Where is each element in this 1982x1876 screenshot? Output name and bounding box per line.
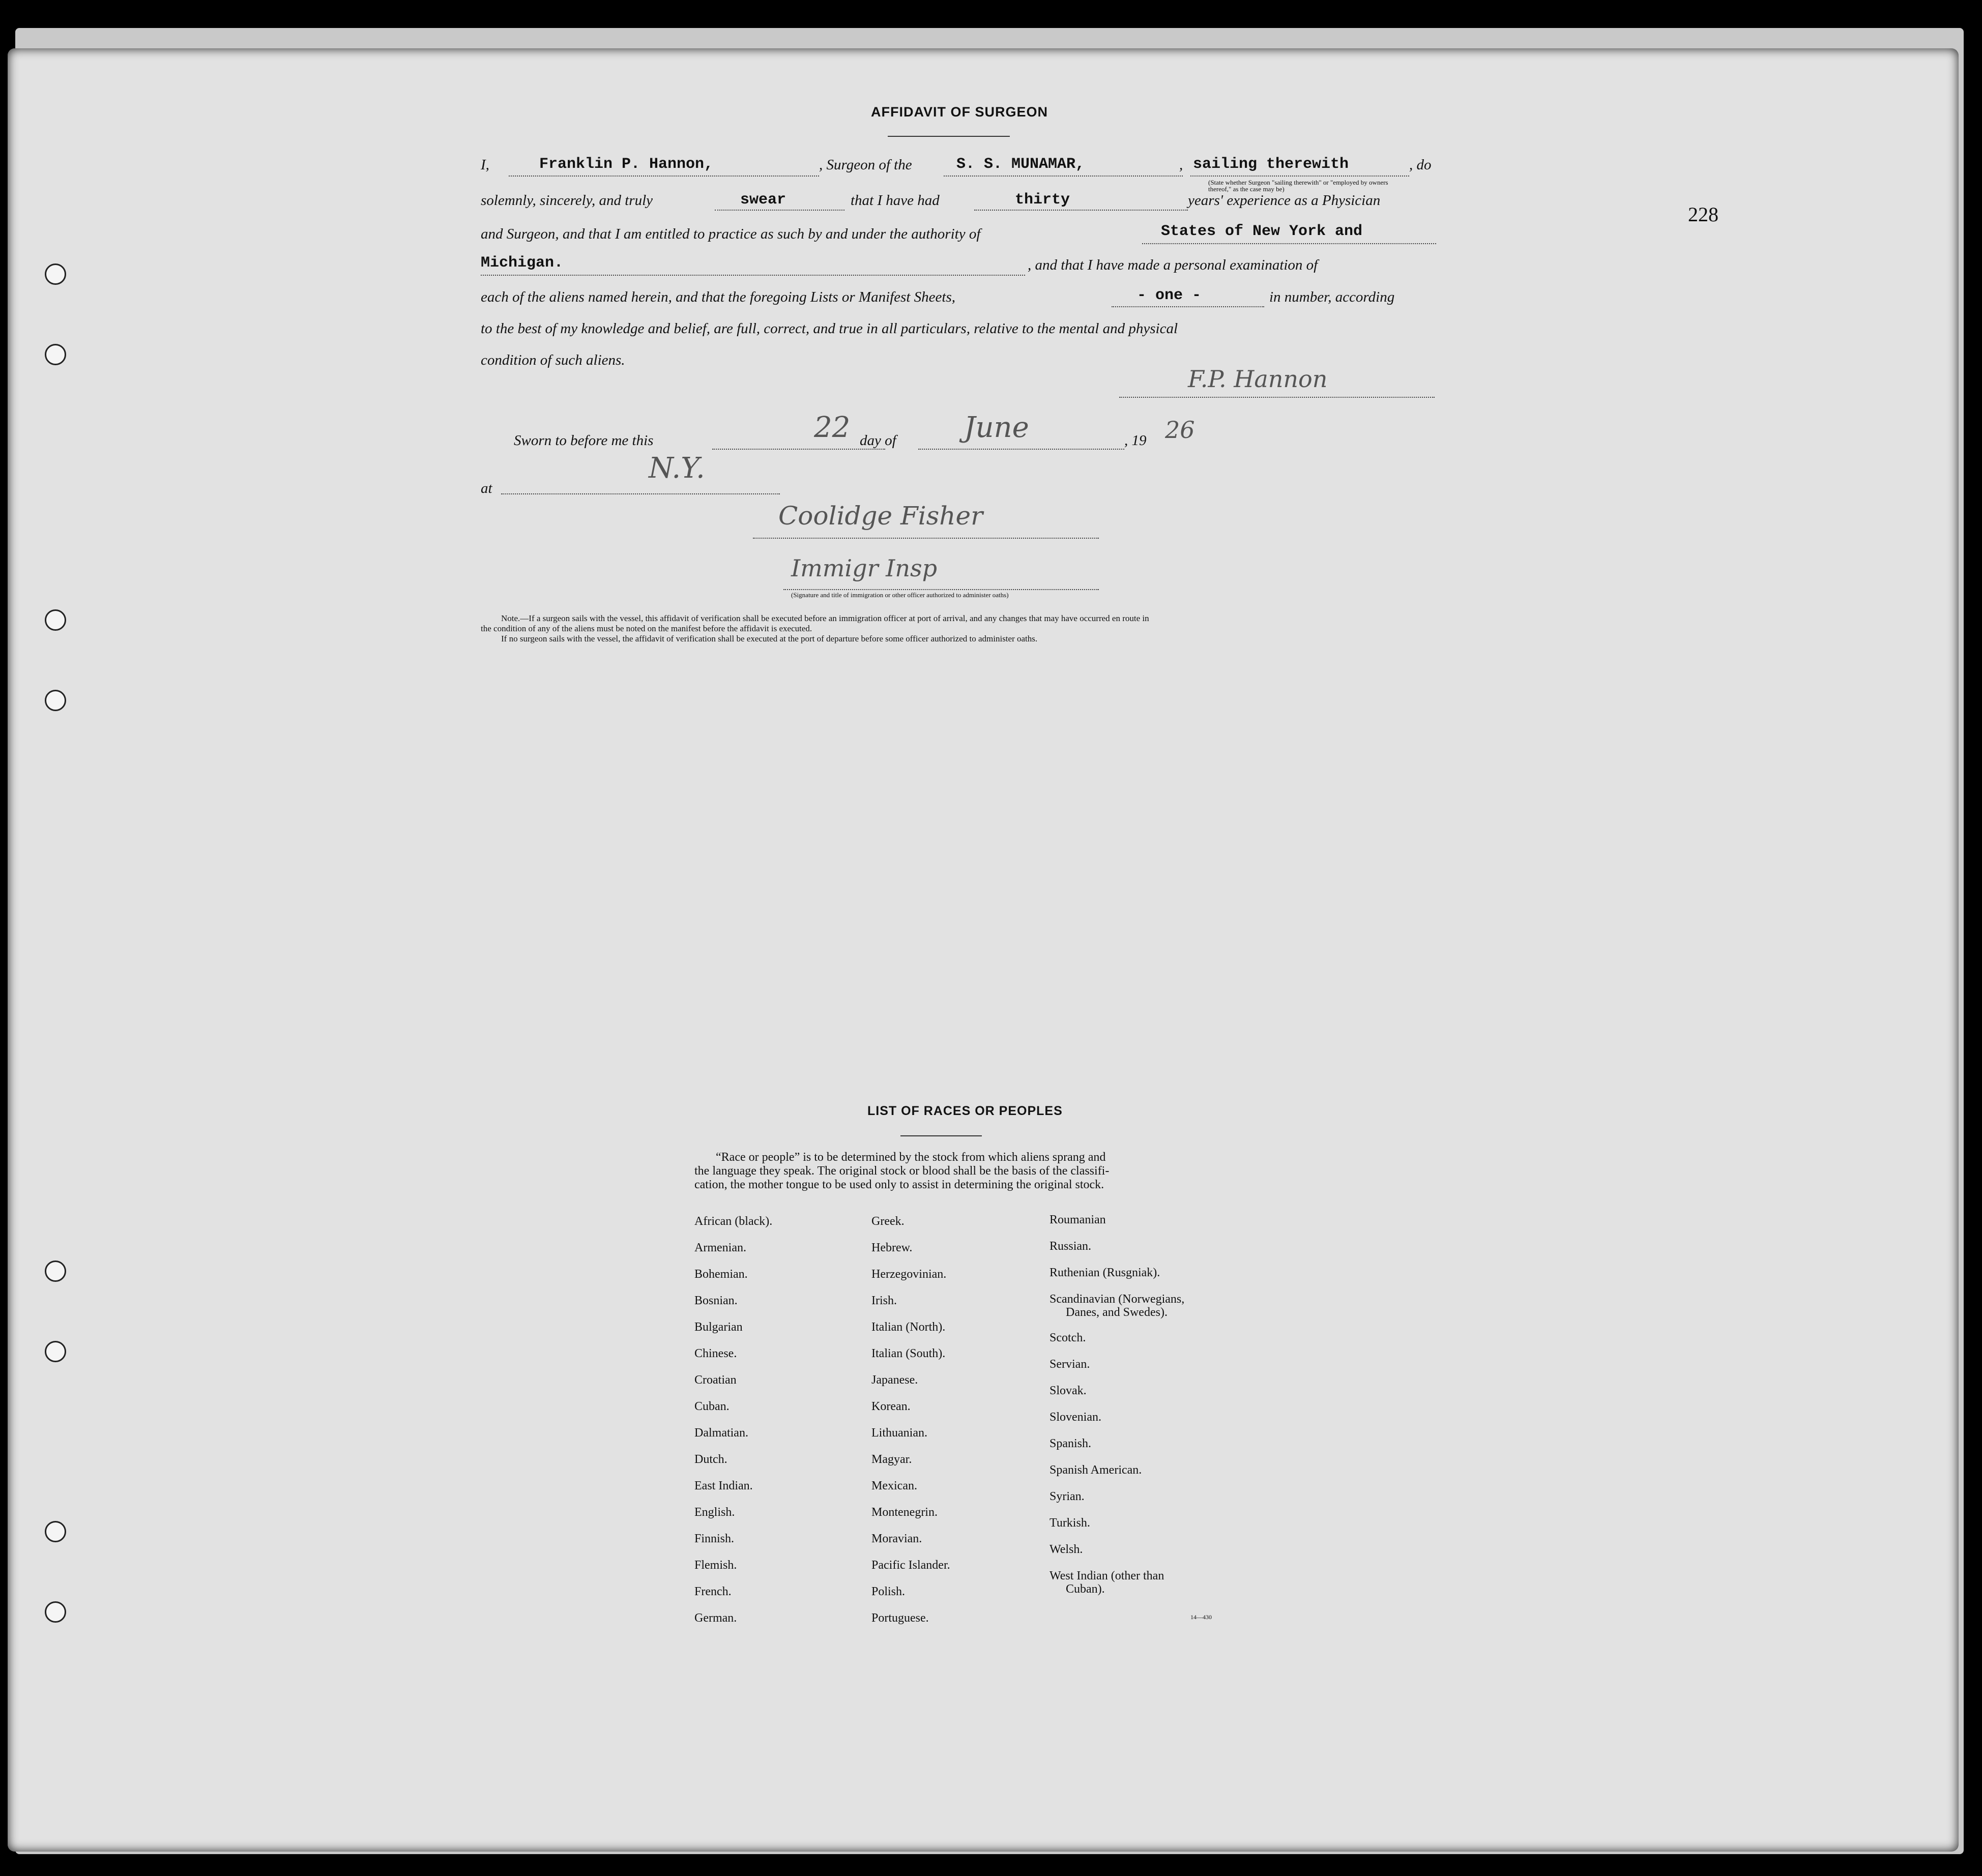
officer-caption: (Signature and title of immigration or other officer authorized to administer oaths) bbox=[791, 591, 1009, 599]
surgeon-name-line bbox=[509, 175, 819, 177]
punch-hole bbox=[45, 344, 66, 365]
officer-title: Immigr Insp bbox=[791, 554, 938, 582]
text-and-surgeon: and Surgeon, and that I am entitled to practice as such by and under the authority of bbox=[481, 226, 981, 242]
authority-line-1 bbox=[1142, 243, 1436, 244]
race-item: Turkish. bbox=[1050, 1516, 1090, 1530]
race-item: Bohemian. bbox=[694, 1268, 748, 1281]
title-underline bbox=[888, 136, 1010, 137]
race-item: Dalmatian. bbox=[694, 1426, 748, 1440]
authority-line-2 bbox=[481, 275, 1025, 276]
race-item: Italian (South). bbox=[871, 1347, 946, 1360]
race-item: Slovak. bbox=[1050, 1384, 1087, 1397]
race-item: Servian. bbox=[1050, 1358, 1090, 1371]
sworn-day: 22 bbox=[814, 411, 851, 444]
race-item: Spanish. bbox=[1050, 1437, 1092, 1450]
note-line-3: If no surgeon sails with the vessel, the affidavit of verification shall be executed at the port of departure before some officer authorized to administer oaths. bbox=[501, 634, 1038, 643]
race-item: Mexican. bbox=[871, 1479, 917, 1492]
text-do: , do bbox=[1409, 157, 1432, 173]
vessel-line bbox=[944, 175, 1183, 177]
race-item: African (black). bbox=[694, 1215, 773, 1228]
race-item: Syrian. bbox=[1050, 1490, 1085, 1503]
race-item: Moravian. bbox=[871, 1532, 922, 1545]
race-item: Polish. bbox=[871, 1585, 906, 1598]
race-item: Russian. bbox=[1050, 1240, 1092, 1253]
sheet-count-line bbox=[1112, 306, 1264, 307]
race-item: Spanish American. bbox=[1050, 1463, 1142, 1477]
race-item: Slovenian. bbox=[1050, 1411, 1101, 1424]
sheet-count: - one - bbox=[1137, 287, 1202, 304]
officer-line-1 bbox=[753, 538, 1099, 539]
authority-1: States of New York and bbox=[1161, 223, 1363, 240]
oath-type: swear bbox=[740, 191, 786, 209]
race-item: Herzegovinian. bbox=[871, 1268, 947, 1281]
text-comma: , bbox=[1179, 157, 1183, 173]
text-have-had: that I have had bbox=[851, 192, 940, 209]
race-item: Flemish. bbox=[694, 1559, 737, 1572]
race-item: Armenian. bbox=[694, 1241, 746, 1254]
sailing-line bbox=[1190, 175, 1409, 177]
text-solemnly: solemnly, sincerely, and truly bbox=[481, 192, 653, 209]
race-item: Danes, and Swedes). bbox=[1066, 1306, 1168, 1319]
text-day-of: day of bbox=[860, 432, 896, 449]
races-title: LIST OF RACES OR PEOPLES bbox=[867, 1104, 1063, 1118]
text-condition: condition of such aliens. bbox=[481, 352, 625, 368]
race-item: Cuban). bbox=[1066, 1582, 1105, 1596]
sworn-place: N.Y. bbox=[649, 452, 705, 485]
page-number: 228 bbox=[1688, 203, 1718, 226]
years-line bbox=[974, 210, 1188, 211]
years-count: thirty bbox=[1015, 191, 1070, 209]
place-line bbox=[501, 493, 780, 494]
form-number: 14—430 bbox=[1190, 1614, 1212, 1621]
text-years-experience: years' experience as a Physician bbox=[1188, 192, 1381, 209]
month-line bbox=[918, 449, 1124, 450]
sailing-status: sailing therewith bbox=[1193, 156, 1349, 173]
state-note: (State whether Surgeon "sailing therewith" or "employed by owners thereof," as the case may be) bbox=[1208, 179, 1388, 193]
text-year-prefix: , 19 bbox=[1124, 432, 1147, 449]
sworn-year: 26 bbox=[1165, 416, 1195, 444]
note-line-1: Note.—If a surgeon sails with the vessel, this affidavit of verification shall be executed before an immigration officer at port of arrival, and any changes that may have occurred en route in bbox=[501, 613, 1149, 623]
punch-hole bbox=[45, 1341, 66, 1362]
race-item: Scotch. bbox=[1050, 1331, 1086, 1344]
document-page bbox=[8, 48, 1959, 1852]
race-item: Dutch. bbox=[694, 1453, 727, 1466]
race-item: English. bbox=[694, 1506, 735, 1519]
punch-hole bbox=[45, 1261, 66, 1282]
punch-hole bbox=[45, 609, 66, 631]
oath-line bbox=[715, 210, 844, 211]
text-personal-exam: , and that I have made a personal examination of bbox=[1028, 257, 1318, 273]
race-item: Chinese. bbox=[694, 1347, 737, 1360]
races-intro-2: the language they speak. The original stock or blood shall be the basis of the classifi- bbox=[694, 1164, 1110, 1178]
note-line-2: the condition of any of the aliens must be noted on the manifest before the affidavit is executed. bbox=[481, 624, 812, 633]
punch-hole bbox=[45, 690, 66, 711]
sworn-month: June bbox=[964, 411, 1029, 444]
race-item: Croatian bbox=[694, 1373, 737, 1387]
surgeon-name: Franklin P. Hannon, bbox=[539, 156, 714, 173]
race-item: Magyar. bbox=[871, 1453, 912, 1466]
text-at: at bbox=[481, 480, 492, 496]
races-intro-1: “Race or people” is to be determined by the stock from which aliens sprang and bbox=[716, 1151, 1106, 1164]
text-each-of: each of the aliens named herein, and that the foregoing Lists or Manifest Sheets, bbox=[481, 289, 955, 305]
race-item: West Indian (other than bbox=[1050, 1569, 1164, 1582]
race-item: Bosnian. bbox=[694, 1294, 738, 1307]
race-item: Irish. bbox=[871, 1294, 897, 1307]
text-i: I, bbox=[481, 157, 489, 173]
affidavit-title: AFFIDAVIT OF SURGEON bbox=[871, 104, 1048, 120]
race-item: Cuban. bbox=[694, 1400, 730, 1413]
text-surgeon-of: , Surgeon of the bbox=[819, 157, 912, 173]
signature-line bbox=[1119, 397, 1435, 398]
text-best-of: to the best of my knowledge and belief, are full, correct, and true in all particulars, relative to the mental and physical bbox=[481, 320, 1178, 337]
race-item: Portuguese. bbox=[871, 1611, 929, 1625]
race-item: German. bbox=[694, 1611, 737, 1625]
officer-signature: Coolidge Fisher bbox=[778, 501, 983, 531]
vessel-name: S. S. MUNAMAR, bbox=[956, 156, 1085, 173]
authority-2: Michigan. bbox=[481, 254, 564, 272]
race-item: French. bbox=[694, 1585, 732, 1598]
officer-line-2 bbox=[783, 589, 1099, 590]
race-item: East Indian. bbox=[694, 1479, 753, 1492]
race-item: Welsh. bbox=[1050, 1543, 1083, 1556]
race-item: Bulgarian bbox=[694, 1321, 743, 1334]
race-item: Lithuanian. bbox=[871, 1426, 927, 1440]
race-item: Finnish. bbox=[694, 1532, 735, 1545]
race-item: Roumanian bbox=[1050, 1213, 1106, 1226]
race-item: Greek. bbox=[871, 1215, 905, 1228]
race-item: Japanese. bbox=[871, 1373, 918, 1387]
race-item: Italian (North). bbox=[871, 1321, 946, 1334]
race-item: Pacific Islander. bbox=[871, 1559, 950, 1572]
race-item: Scandinavian (Norwegians, bbox=[1050, 1293, 1185, 1306]
punch-hole bbox=[45, 1521, 66, 1542]
text-sworn: Sworn to before me this bbox=[514, 432, 654, 449]
races-intro-3: cation, the mother tongue to be used only to assist in determining the original stock. bbox=[694, 1178, 1104, 1191]
surgeon-signature: F.P. Hannon bbox=[1188, 365, 1328, 393]
text-in-number: in number, according bbox=[1269, 289, 1395, 305]
race-item: Hebrew. bbox=[871, 1241, 913, 1254]
day-line bbox=[712, 449, 885, 450]
races-title-underline bbox=[900, 1135, 982, 1136]
race-item: Korean. bbox=[871, 1400, 911, 1413]
race-item: Ruthenian (Rusgniak). bbox=[1050, 1266, 1160, 1279]
punch-hole bbox=[45, 1601, 66, 1623]
punch-hole bbox=[45, 263, 66, 285]
race-item: Montenegrin. bbox=[871, 1506, 938, 1519]
